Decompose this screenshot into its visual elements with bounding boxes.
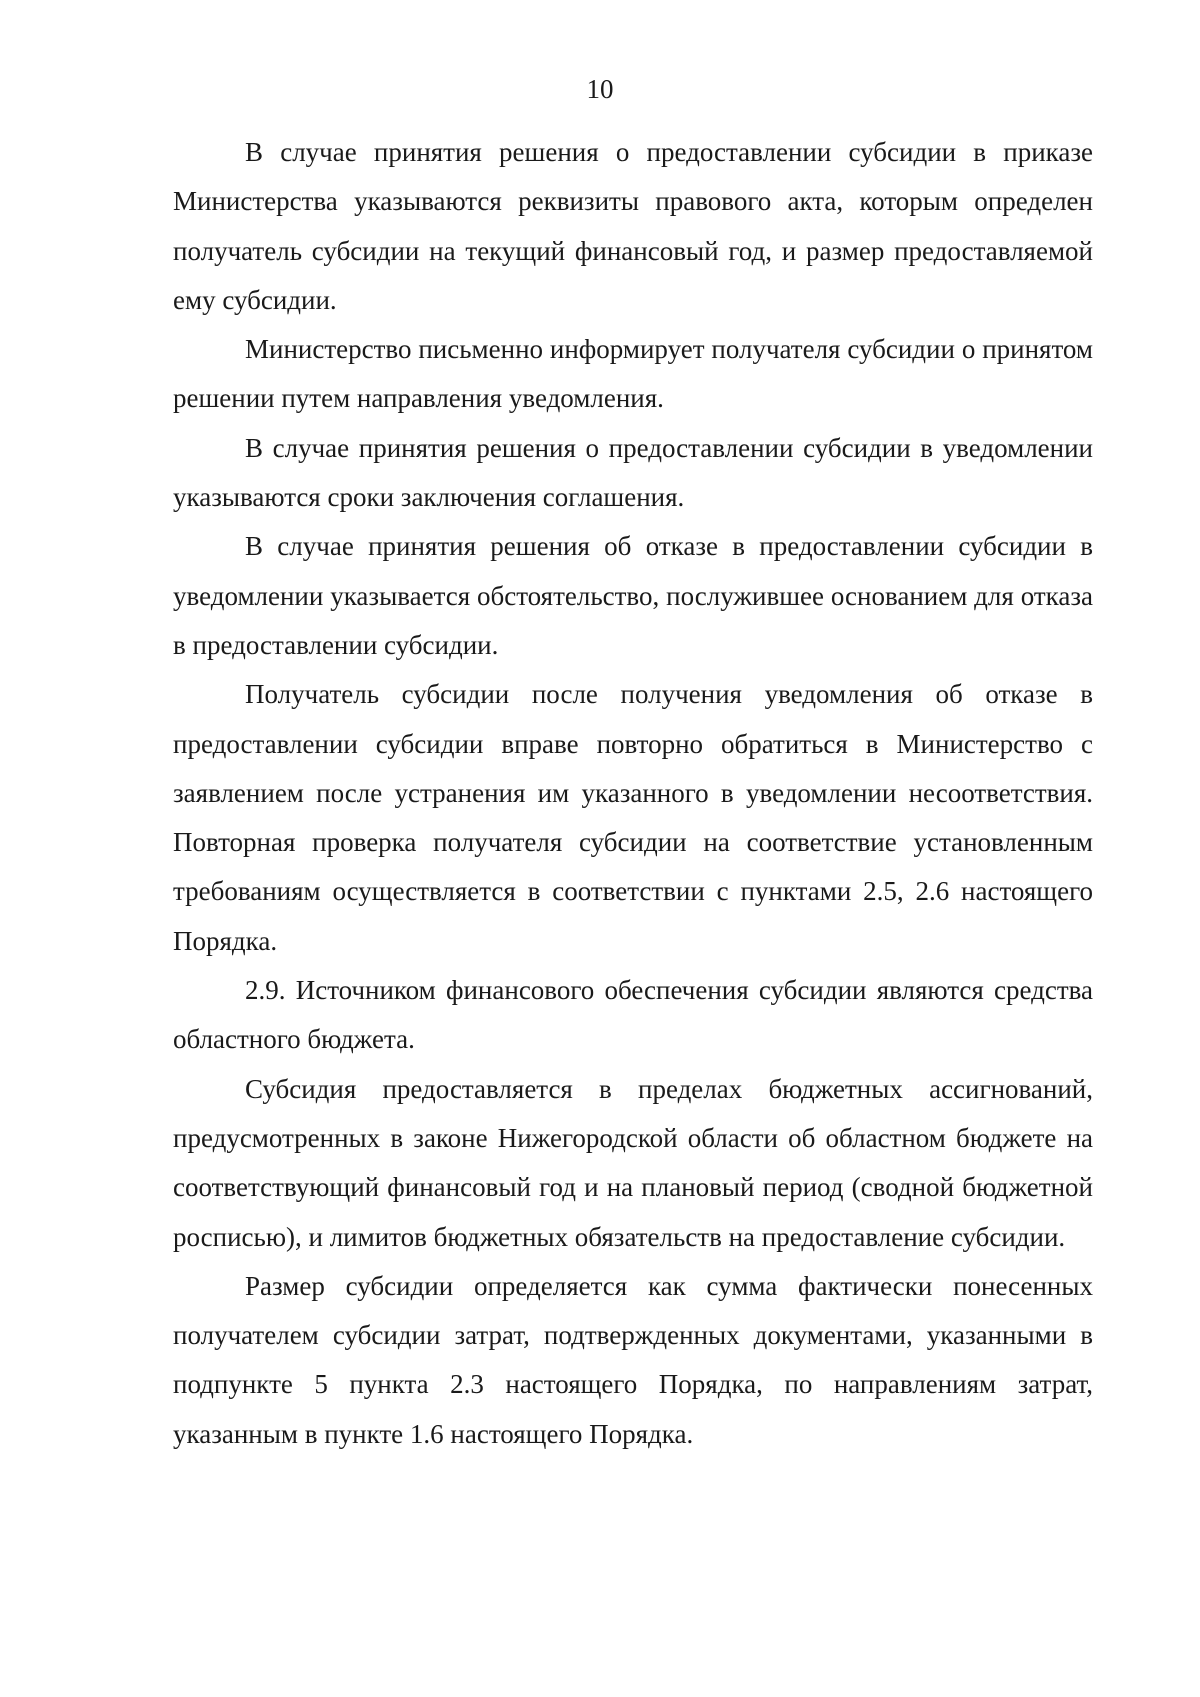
paragraph-decision-order: В случае принятия решения о предоставлении субсидии в приказе Министерства указываются реквизиты правового акта, которым определен получатель субсидии на текущий финансовый год, и размер предоставляемой ему субсидии. [173,137,1093,315]
document-body [173,128,1093,1459]
paragraph-funding-source: 2.9. Источником финансового обеспечения субсидии являются средства областного бюджета. [173,975,1093,1055]
paragraph-ministry-informs: Министерство письменно информирует получателя субсидии о принятом решении путем направления уведомления. [173,334,1093,414]
paragraph-refusal-reason: В случае принятия решения об отказе в предоставлении субсидии в уведомлении указывается обстоятельство, послужившее основанием для отказа в предоставлении субсидии. [173,531,1093,660]
page-number: 10 [586,74,614,104]
paragraph-budget-limits: Субсидия предоставляется в пределах бюджетных ассигнований, предусмотренных в законе Нижегородской области об областном бюджете на соответствующий финансовый год и на плановый период (сводной бюджетной росписью), и лимитов бюджетных обязательств на предоставление субсидии. [173,1073,1093,1252]
paragraph-subsidy-amount: Размер субсидии определяется как сумма фактически понесенных получателем субсидии затрат, подтвержденных документами, указанными в подпункте 5 пункта 2.3 настоящего Порядка, по направлениям затрат, указанным в пункте 1.6 настоящего Порядка. [173,1270,1093,1449]
paragraph-agreement-terms: В случае принятия решения о предоставлении субсидии в уведомлении указываются сроки заключения соглашения. [173,432,1093,513]
paragraph-reapplication: Получатель субсидии после получения уведомления об отказе в предоставлении субсидии вправе повторно обратиться в Министерство с заявлением после устранения им указанного в уведомлении несоответствия. Повторная проверка получателя субсидии на соответствие установленным требованиям осуществляется в соответствии с пунктами 2.5, 2.6 настоящего Порядка. [173,679,1093,956]
